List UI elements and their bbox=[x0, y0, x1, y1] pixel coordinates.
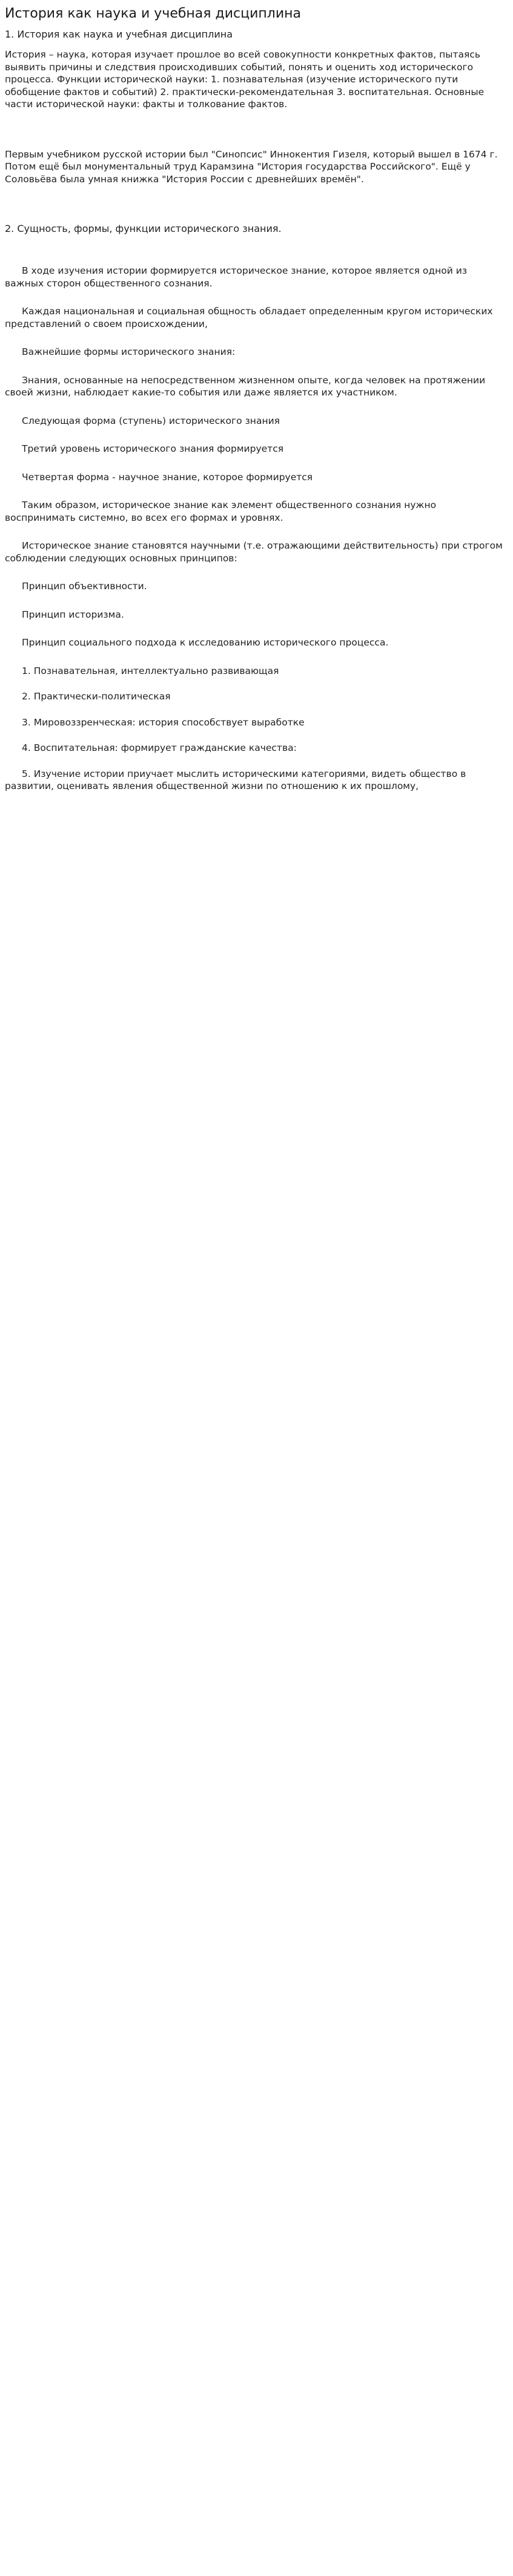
function-item-2: 2. Практически-политическая bbox=[22, 691, 171, 702]
forms-heading: Важнейшие формы исторического знания: bbox=[22, 346, 236, 357]
principle-historicism: Принцип историзма. bbox=[22, 609, 124, 620]
function-item-3: 3. Мировоззренческая: история способствует выработке bbox=[22, 716, 305, 728]
section-heading-2: 2. Сущность, формы, функции исторического знания. bbox=[5, 223, 282, 234]
intro-paragraph: История – наука, которая изучает прошлое во всей совокупности конкретных фактов, пытаясь выявить причины и следствия происходивших событий, понять и оценить ход исторического процесса. Функции исторической науки: 1. познавательная (изучение исторического пути обобщение фактов и событий) 2. практически-рекомендательная 3. воспитательная. Основные части исторической науки: факты и толкование фактов. bbox=[5, 49, 485, 110]
principle-social: Принцип социального подхода к исследованию исторического процесса. bbox=[22, 637, 389, 648]
document-page bbox=[0, 0, 513, 793]
section-heading-1: 1. История как наука и учебная дисциплина bbox=[5, 28, 233, 40]
form-paragraph-1: Знания, основанные на непосредственном жизненном опыте, когда человек на протяжении своей жизни, наблюдает какие-то события или даже является их участником. bbox=[5, 374, 486, 398]
function-item-4: 4. Воспитательная: формирует гражданские качества: bbox=[22, 742, 297, 753]
form-paragraph-2: Следующая форма (ступень) исторического знания bbox=[22, 415, 280, 426]
section2-paragraph-1: В ходе изучения истории формируется историческое знание, которое является одной из важных сторон общественного сознания. bbox=[5, 265, 468, 289]
function-item-5: 5. Изучение истории приучает мыслить историческими категориями, видеть общество в развитии, оценивать явления общественной жизни по отношению к их прошлому, bbox=[5, 768, 466, 791]
synopsis-paragraph: Первым учебником русской истории был "Синопсис" Иннокентия Гизеля, который вышел в 1674 г. Потом ещё был монументальный труд Карамзина "История государства Российского". Ещё у Соловьёва была умная книжка "История России с древнейших времён". bbox=[5, 148, 498, 185]
page-title: История как наука и учебная дисциплина bbox=[5, 6, 302, 21]
summary-paragraph: Таким образом, историческое знание как элемент общественного сознания нужно воспринимать системно, во всех его формах и уровнях. bbox=[5, 500, 437, 523]
principles-intro: Историческое знание становятся научными (т.е. отражающими действительность) при строгом соблюдении следующих основных принципов: bbox=[5, 540, 503, 564]
form-paragraph-3: Третий уровень исторического знания формируется bbox=[22, 443, 284, 454]
section2-paragraph-2: Каждая национальная и социальная общность обладает определенным кругом исторических представлений о своем происхождении, bbox=[5, 306, 493, 329]
form-paragraph-4: Четвертая форма - научное знание, которое формируется bbox=[22, 471, 313, 483]
function-item-1: 1. Познавательная, интеллектуально развивающая bbox=[22, 665, 279, 676]
principle-objectivity: Принцип объективности. bbox=[22, 581, 147, 592]
